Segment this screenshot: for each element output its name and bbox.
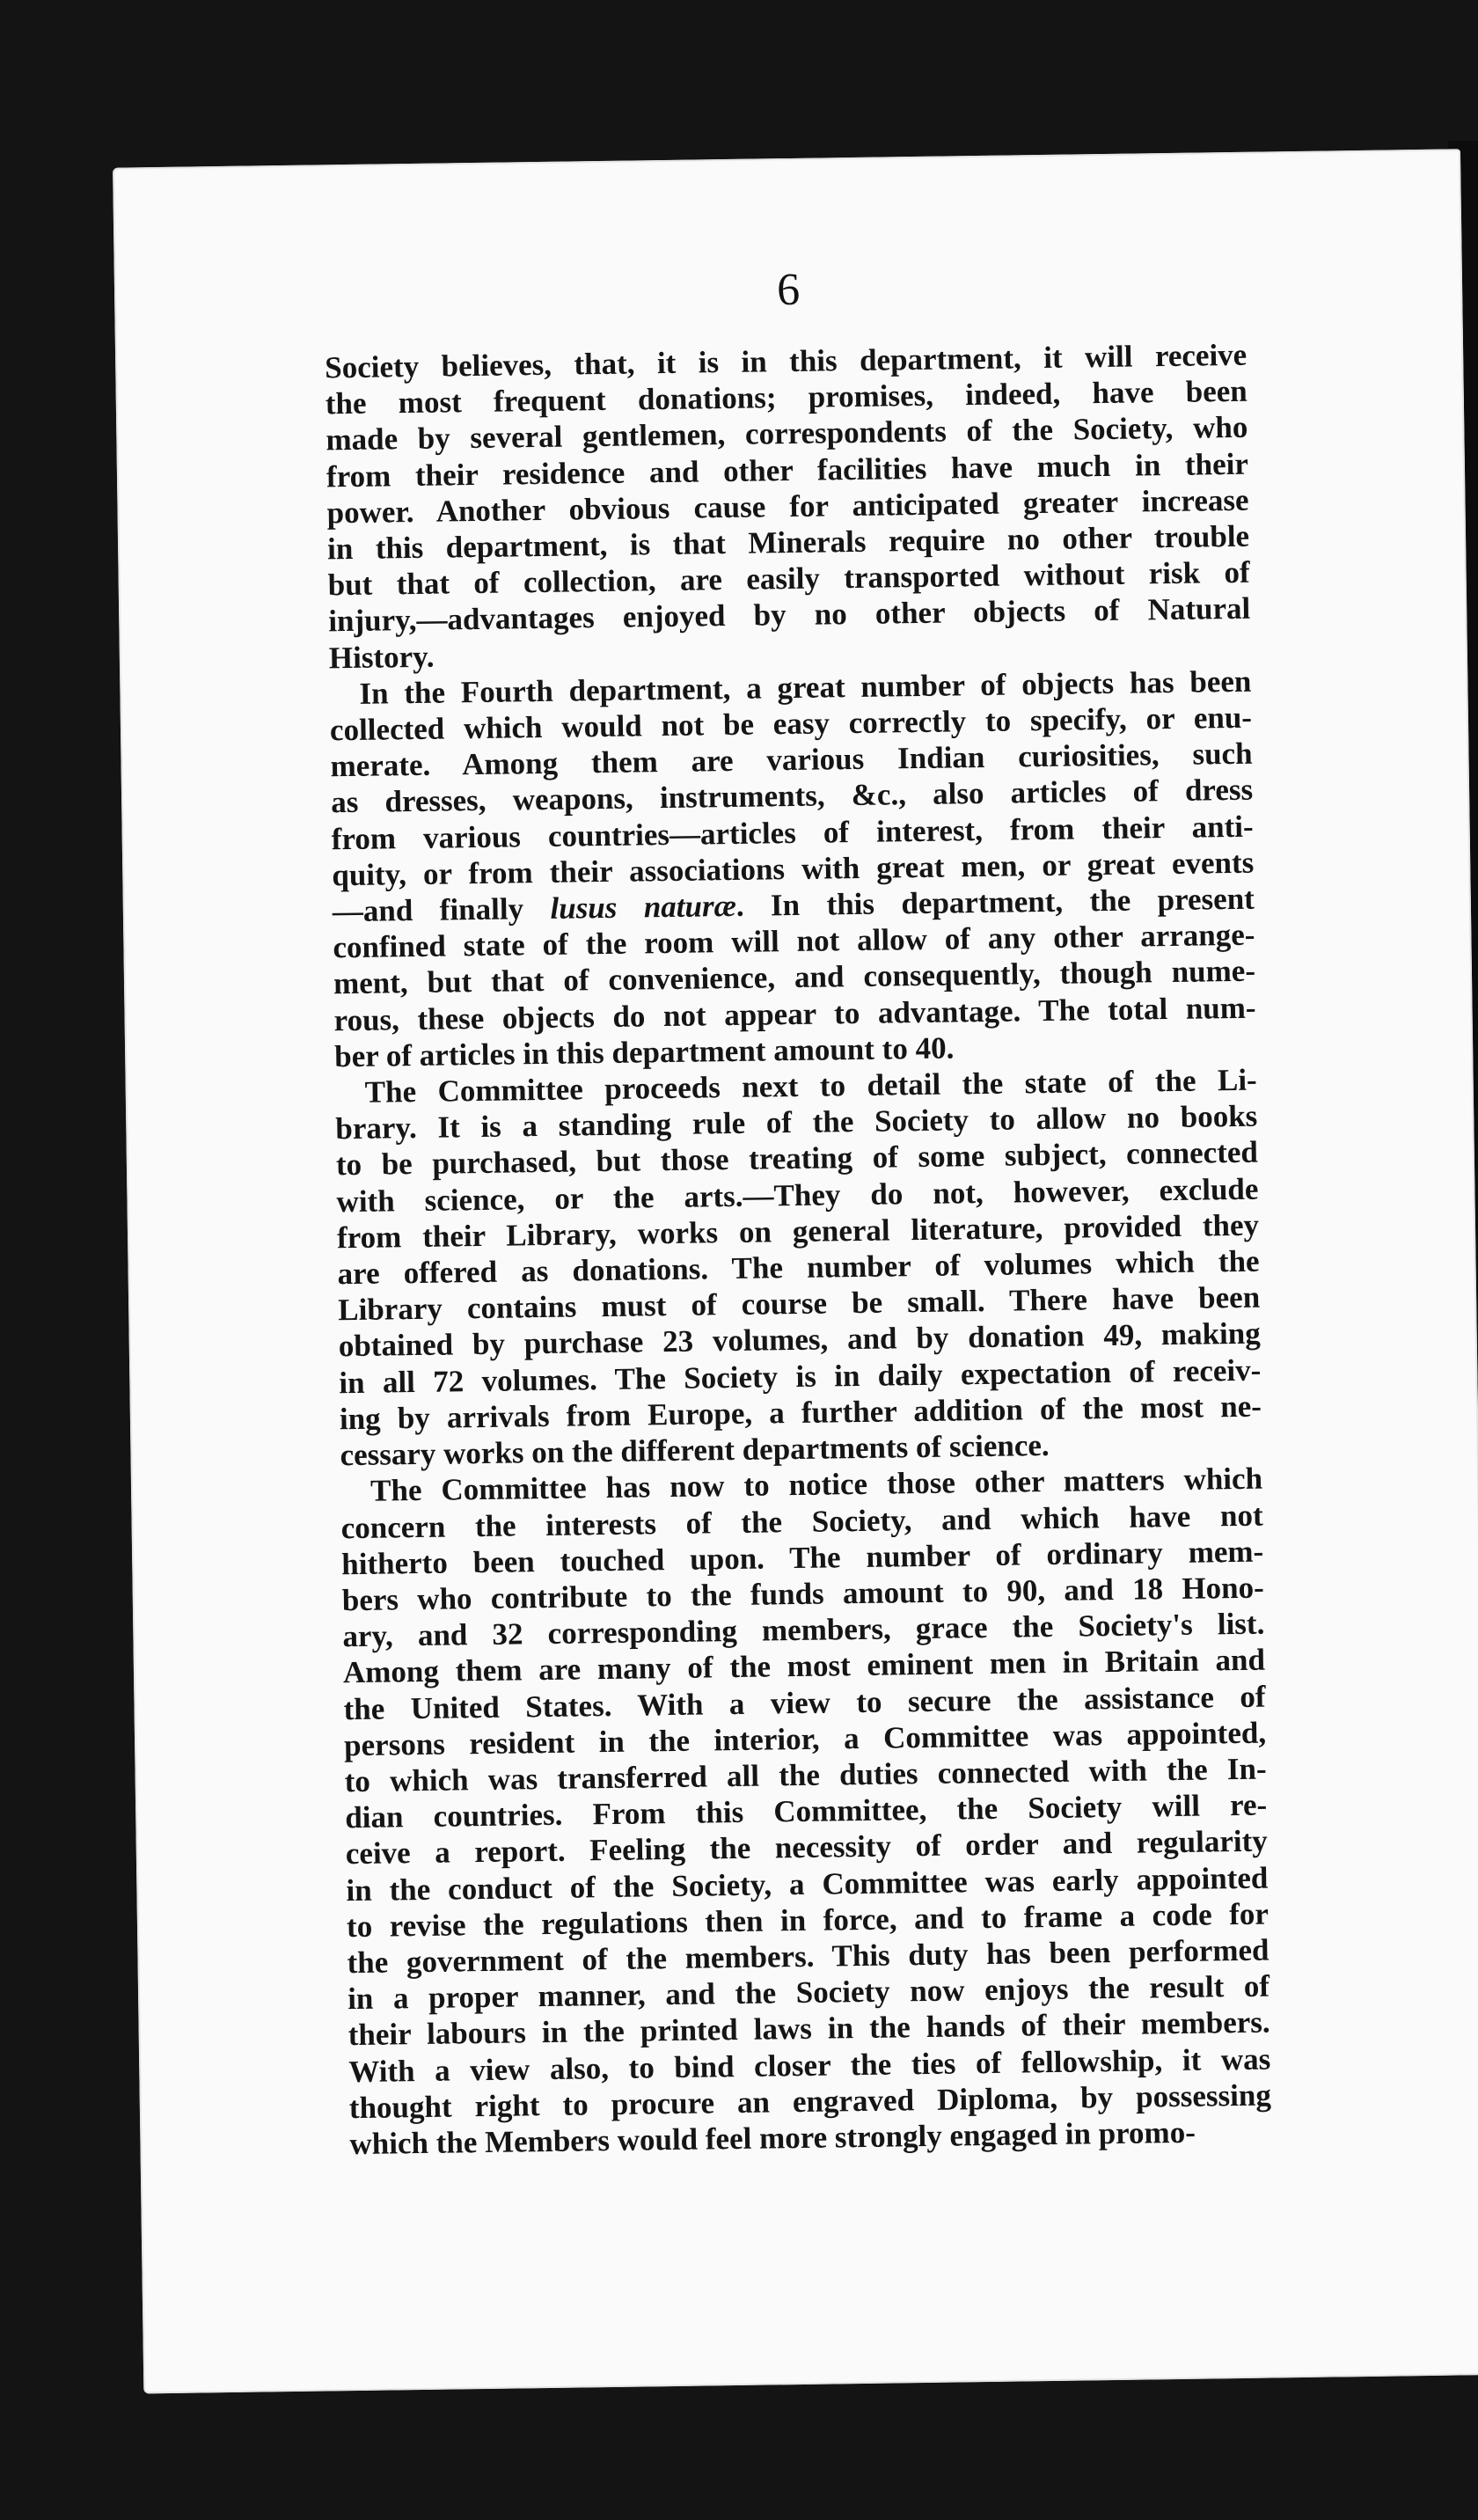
- text-line: in all 72 volumes. The Society is in daily expectation of receiv-: [339, 1352, 1262, 1400]
- text-line: the most frequent donations; promises, indeed, have been: [325, 373, 1248, 421]
- page-number: 6: [776, 264, 801, 316]
- text-line: with science, or the arts.—They do not, however, exclude: [336, 1171, 1259, 1219]
- text-line: the government of the members. This duty has been performed: [347, 1932, 1269, 1981]
- text-line: to which was transferred all the duties connected with the In-: [344, 1751, 1267, 1799]
- text-line: rous, these objects do not appear to advantage. The total num-: [333, 990, 1256, 1037]
- text-line: injury,—advantages enjoyed by no other objects of Natural: [328, 591, 1251, 639]
- text-line: from their Library, works on general literature, provided they: [336, 1207, 1260, 1256]
- paragraph: [340, 1461, 1272, 2162]
- text-line: in this department, is that Minerals require no other trouble: [326, 518, 1250, 567]
- text-line: The Committee has now to notice those other matters which: [370, 1461, 1263, 1509]
- text-line: collected which would not be easy correctly to specify, or enu-: [329, 700, 1253, 748]
- text-line: Library contains must of course be small. There have been: [337, 1279, 1261, 1328]
- text-line: confined state of the room will not allow of any other arrange-: [333, 917, 1255, 965]
- italic-phrase: lusus naturæ: [550, 888, 737, 926]
- text-line: power. Another obvious cause for anticipated greater increase: [326, 482, 1249, 531]
- text-line: in a proper manner, and the Society now enjoys the result of: [347, 1968, 1270, 2017]
- body-text: [325, 337, 1272, 2163]
- text-line: ceive a report. Feeling the necessity of order and regularity: [345, 1823, 1269, 1872]
- text-line: With a view also, to bind closer the ties of fellowship, it was: [348, 2041, 1271, 2089]
- text-line: from their residence and other facilities have much in their: [326, 446, 1249, 494]
- text-line: to revise the regulations then in force, and to frame a code for: [346, 1896, 1269, 1944]
- text-line: their labours in the printed laws in the hands of their members.: [348, 2004, 1270, 2053]
- text-line: which the Members would feel more strongly engaged in promo-: [349, 2114, 1196, 2162]
- text-line: ing by arrivals from Europe, a further addition of the most ne-: [339, 1388, 1262, 1437]
- text-line: obtained by purchase 23 volumes, and by donation 49, making: [338, 1316, 1261, 1364]
- paragraph: [325, 337, 1251, 676]
- text-line: but that of collection, are easily transported without risk of: [327, 554, 1250, 603]
- paragraph: [329, 663, 1256, 1075]
- text-line: ment, but that of convenience, and consequently, though nume-: [333, 954, 1256, 1001]
- text-line: quity, or from their associations with great men, or great events: [332, 845, 1255, 893]
- text-line: The Committee proceeds next to detail the state of the Li-: [364, 1062, 1257, 1110]
- text-line: ber of articles in this department amount to 40.: [333, 1030, 955, 1074]
- text-line: made by several gentlemen, correspondents of the Society, who: [326, 410, 1248, 458]
- paragraph: [334, 1062, 1262, 1474]
- text-line: in the conduct of the Society, a Committee was early appointed: [346, 1860, 1269, 1908]
- text-line: the United States. With a view to secure the assistance of: [343, 1679, 1266, 1726]
- text-line: concern the interests of the Society, and which have not: [340, 1498, 1263, 1545]
- text-line: Among them are many of the most eminent men in Britain and: [342, 1642, 1266, 1690]
- text-line: to be purchased, but those treating of some subject, connected: [335, 1135, 1259, 1183]
- text-line: thought right to procure an engraved Diploma, by possessing: [348, 2077, 1272, 2125]
- text-line: are offered as donations. The number of volumes which the: [337, 1243, 1260, 1292]
- text-line: dian countries. From this Committee, the Society will re-: [345, 1787, 1268, 1835]
- text-line: brary. It is a standing rule of the Society to allow no books: [335, 1098, 1258, 1146]
- text-line: hitherto been touched upon. The number of ordinary mem-: [340, 1534, 1264, 1581]
- text-line: persons resident in the interior, a Committee was appointed,: [343, 1715, 1267, 1762]
- text-line: cessary works on the different departments of science.: [340, 1428, 1050, 1473]
- book-page: [113, 149, 1478, 2393]
- text-line: as dresses, weapons, instruments, &c., also articles of dress: [330, 773, 1254, 820]
- text-line: merate. Among them are various Indian curiosities, such: [330, 736, 1253, 784]
- text-line: from various countries—articles of interest, from their anti-: [331, 809, 1254, 856]
- text-line: History.: [328, 639, 435, 675]
- text-line: —and finally lusus naturæ. In this department, the present: [332, 881, 1255, 929]
- text-line: Society believes, that, it is in this department, it will receive: [324, 337, 1248, 385]
- text-line: In the Fourth department, a great number of objects has been: [359, 663, 1252, 711]
- text-line: ary, and 32 corresponding members, grace the Society's list.: [342, 1606, 1265, 1654]
- text-line: bers who contribute to the funds amount to 90, and 18 Hono-: [341, 1570, 1264, 1618]
